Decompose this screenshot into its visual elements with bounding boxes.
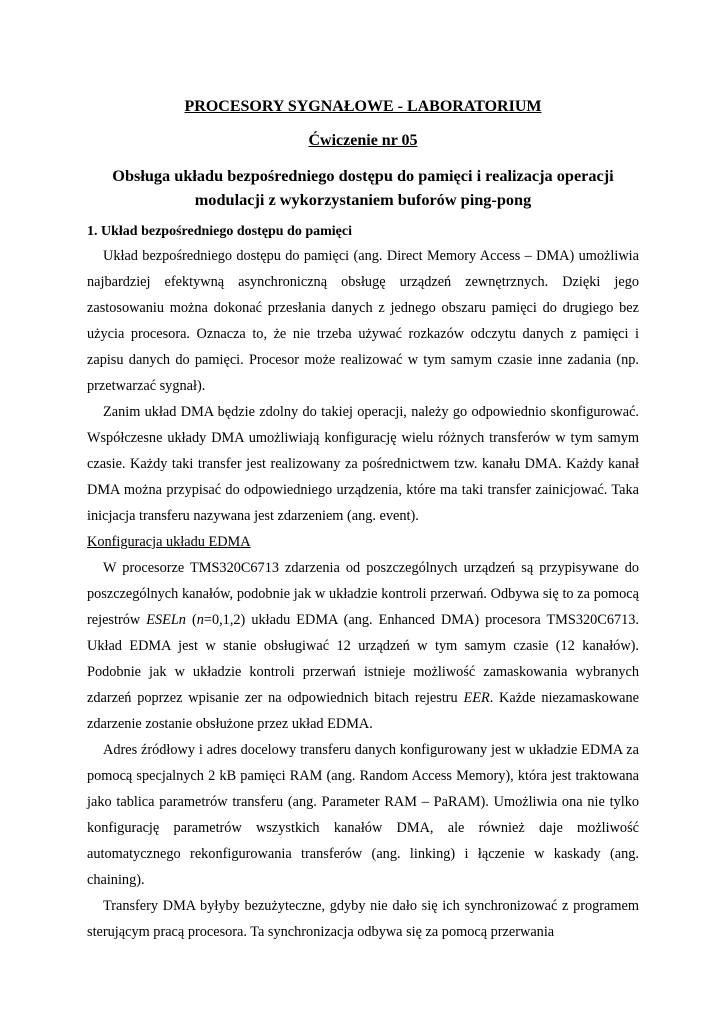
section-body (87, 243, 639, 945)
text-run: ( (185, 612, 197, 628)
paragraph-edma-events (87, 555, 639, 737)
exercise-number: Ćwiczenie nr 05 (308, 132, 418, 149)
register-name-eseln: ESELn (146, 612, 186, 628)
paragraph-dma-intro: Układ bezpośredniego dostępu do pamięci (ang. Direct Memory Access – DMA) umożliwia najbardziej efektywną asynchroniczną obsługę urządzeń zewnętrznych. Dzięki jego zastosowaniu można dokonać przesłania danych z jednego obszaru pamięci do drugiego bez użycia procesora. Oznacza to, że nie trzeba używać rozkazów odczytu danych z pamięci i zapisu danych do pamięci. Procesor może realizować w tym samym czasie inne zadania (np. przetwarzać sygnał). (87, 248, 639, 394)
paragraph-param-ram: Adres źródłowy i adres docelowy transferu danych konfigurowany jest w układzie EDMA za pomocą specjalnych 2 kB pamięci RAM (ang. Random Access Memory), która jest traktowana jako tablica parametrów transferu (ang. Parameter RAM – PaRAM). Umożliwia ona nie tylko konfigurację parametrów wszystkich kanałów DMA, ale również daje możliwość automatycznego rekonfigurowania transferów (ang. linking) i łączenie w kaskady (ang. chaining). (87, 742, 639, 888)
text-run: =0,1,2) układu EDMA (ang. Enhanced DMA) procesora TMS320C6713. Układ EDMA jest w stanie obsługiwać 12 urządzeń w tym samym czasie (12 kanałów). Podobnie jak w układzie kontroli przerwań istnieje możliwość zamaskowania wybranych zdarzeń poprzez wpisanie zer na odpowiednich bitach rejestru (87, 612, 639, 706)
subsection-heading: Konfiguracja układu EDMA (87, 534, 251, 550)
document-title: PROCESORY SYGNAŁOWE - LABORATORIUM (184, 98, 542, 115)
text-run: W procesorze TMS320C6713 zdarzenia od poszczególnych urządzeń są przypisywane do poszczególnych kanałów, podobnie jak w układzie kontroli przerwań. Odbywa się to za pomocą rejestrów (87, 560, 639, 628)
register-name-eer: EER (463, 690, 490, 706)
section-heading: 1. Układ bezpośredniego dostępu do pamięci (87, 224, 352, 239)
paragraph-dma-config: Zanim układ DMA będzie zdolny do takiej operacji, należy go odpowiednio skonfigurować. Współczesne układy DMA umożliwiają konfigurację wielu różnych transferów w tym samym czasie. Każdy taki transfer jest realizowany za pośrednictwem tzw. kanału DMA. Każdy kanał DMA można przypisać do odpowiedniego urządzenia, które ma taki transfer zainicjować. Taka inicjacja transferu nazywana jest zdarzeniem (ang. event). (87, 404, 639, 524)
exercise-topic: Obsługa układu bezpośredniego dostępu do pamięci i realizacja operacji modulacji z wykorzystaniem buforów ping-pong (112, 166, 614, 209)
paragraph-synchronization: Transfery DMA byłyby bezużyteczne, gdyby nie dało się ich synchronizować z programem sterującym pracą procesora. Ta synchronizacja odbywa się za pomocą przerwania (87, 898, 639, 940)
variable-n: n (196, 612, 204, 628)
text-run: . Każde niezamaskowane zdarzenie zostanie obsłużone przez układ EDMA. (87, 690, 639, 732)
